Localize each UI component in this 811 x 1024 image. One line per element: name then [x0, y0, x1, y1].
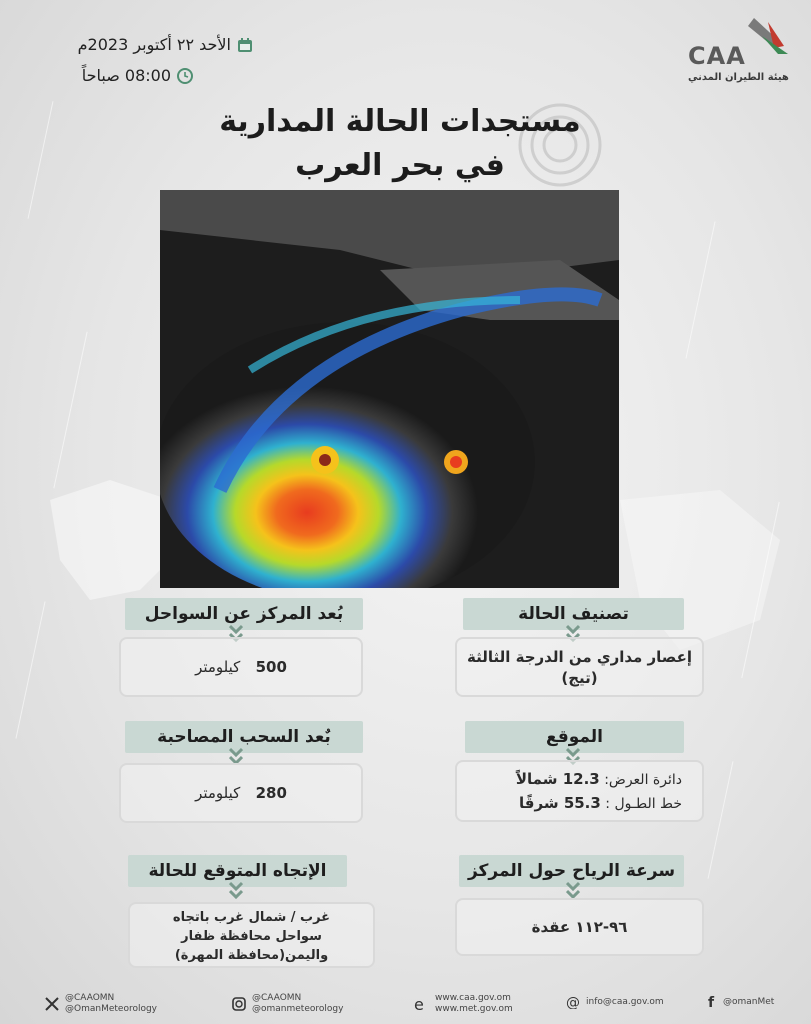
direction-box — [128, 902, 375, 968]
coast-distance-box — [119, 637, 363, 697]
title-line-1: مستجدات الحالة المدارية — [219, 104, 581, 139]
latitude-label: دائرة العرض: — [604, 772, 682, 788]
logo-subtitle: هيئة الطيران المدني — [688, 72, 789, 83]
x-handle-2: @OmanMeteorology — [65, 1004, 157, 1014]
direction-line-1: غرب / شمال غرب باتجاه — [172, 910, 331, 925]
title-line-2: في بحر العرب — [295, 148, 505, 183]
direction-label: الإتجاه المتوقع للحالة — [128, 855, 347, 887]
classification-box — [455, 637, 704, 697]
wind-value: ٩٦-١١٢ عقدة — [531, 918, 628, 936]
logo-text: CAA — [688, 42, 746, 70]
time-text: 08:00 صباحاً — [81, 66, 171, 85]
ig-handle-2: @omanmeteorology — [252, 1004, 344, 1014]
svg-text:e: e — [414, 996, 424, 1012]
x-handle-1: @CAAOMN — [65, 993, 115, 1003]
location-label: الموقع — [465, 721, 684, 753]
cloud-distance-label: بٌعد السحب المصاحبة — [125, 721, 363, 753]
location-box — [455, 760, 704, 822]
ig-handle-1: @CAAOMN — [252, 993, 302, 1003]
satellite-image — [160, 190, 619, 588]
classification-label: تصنيف الحالة — [463, 598, 684, 630]
svg-text:@: @ — [566, 995, 580, 1009]
footer-instagram[interactable] — [232, 993, 343, 1015]
footer — [0, 985, 811, 1024]
time-row — [82, 66, 193, 85]
cloud-distance-number: 280 — [255, 784, 287, 802]
date-row — [78, 35, 253, 54]
latitude-row — [477, 768, 682, 792]
facebook-handle[interactable]: @omanMet — [723, 997, 775, 1007]
direction-line-2: سواحل محافظة ظفار — [181, 929, 322, 944]
coast-distance-unit: كيلومتر — [195, 658, 241, 676]
longitude-row — [477, 792, 682, 816]
page-title — [200, 100, 600, 188]
cloud-distance-unit: كيلومتر — [195, 784, 241, 802]
latitude-value: 12.3 شمالاً — [515, 770, 600, 788]
wind-label: سرعة الرياح حول المركز — [459, 855, 684, 887]
coast-distance-number: 500 — [255, 658, 287, 676]
date-text: الأحد ٢٢ أكتوبر 2023م — [77, 35, 231, 54]
email-icon — [566, 995, 580, 1009]
svg-text:f: f — [708, 995, 715, 1009]
web-link-2[interactable]: www.met.gov.om — [435, 1004, 513, 1014]
footer-web[interactable] — [413, 993, 513, 1015]
calendar-icon — [237, 37, 253, 53]
longitude-label: خط الطـول : — [605, 796, 682, 812]
footer-x[interactable] — [45, 993, 157, 1015]
cloud-distance-box — [119, 763, 363, 823]
classification-value: إعصار مداري من الدرجة الثالثة (تيج) — [467, 648, 692, 687]
instagram-icon — [232, 997, 246, 1011]
x-icon — [45, 997, 59, 1011]
footer-facebook[interactable] — [707, 995, 774, 1009]
caa-logo — [684, 14, 794, 86]
clock-icon — [177, 68, 193, 84]
direction-line-3: واليمن(محافظة المهرة) — [174, 948, 329, 963]
coast-distance-label: بُعد المركز عن السواحل — [125, 598, 363, 630]
footer-email[interactable] — [566, 995, 664, 1009]
longitude-value: 55.3 شرقًا — [519, 794, 601, 812]
facebook-icon — [707, 995, 717, 1009]
wind-box — [455, 898, 704, 956]
email-link[interactable]: info@caa.gov.om — [586, 997, 664, 1007]
web-icon — [413, 996, 429, 1012]
chevron-down-icon — [229, 881, 243, 903]
web-link-1[interactable]: www.caa.gov.om — [435, 993, 511, 1003]
